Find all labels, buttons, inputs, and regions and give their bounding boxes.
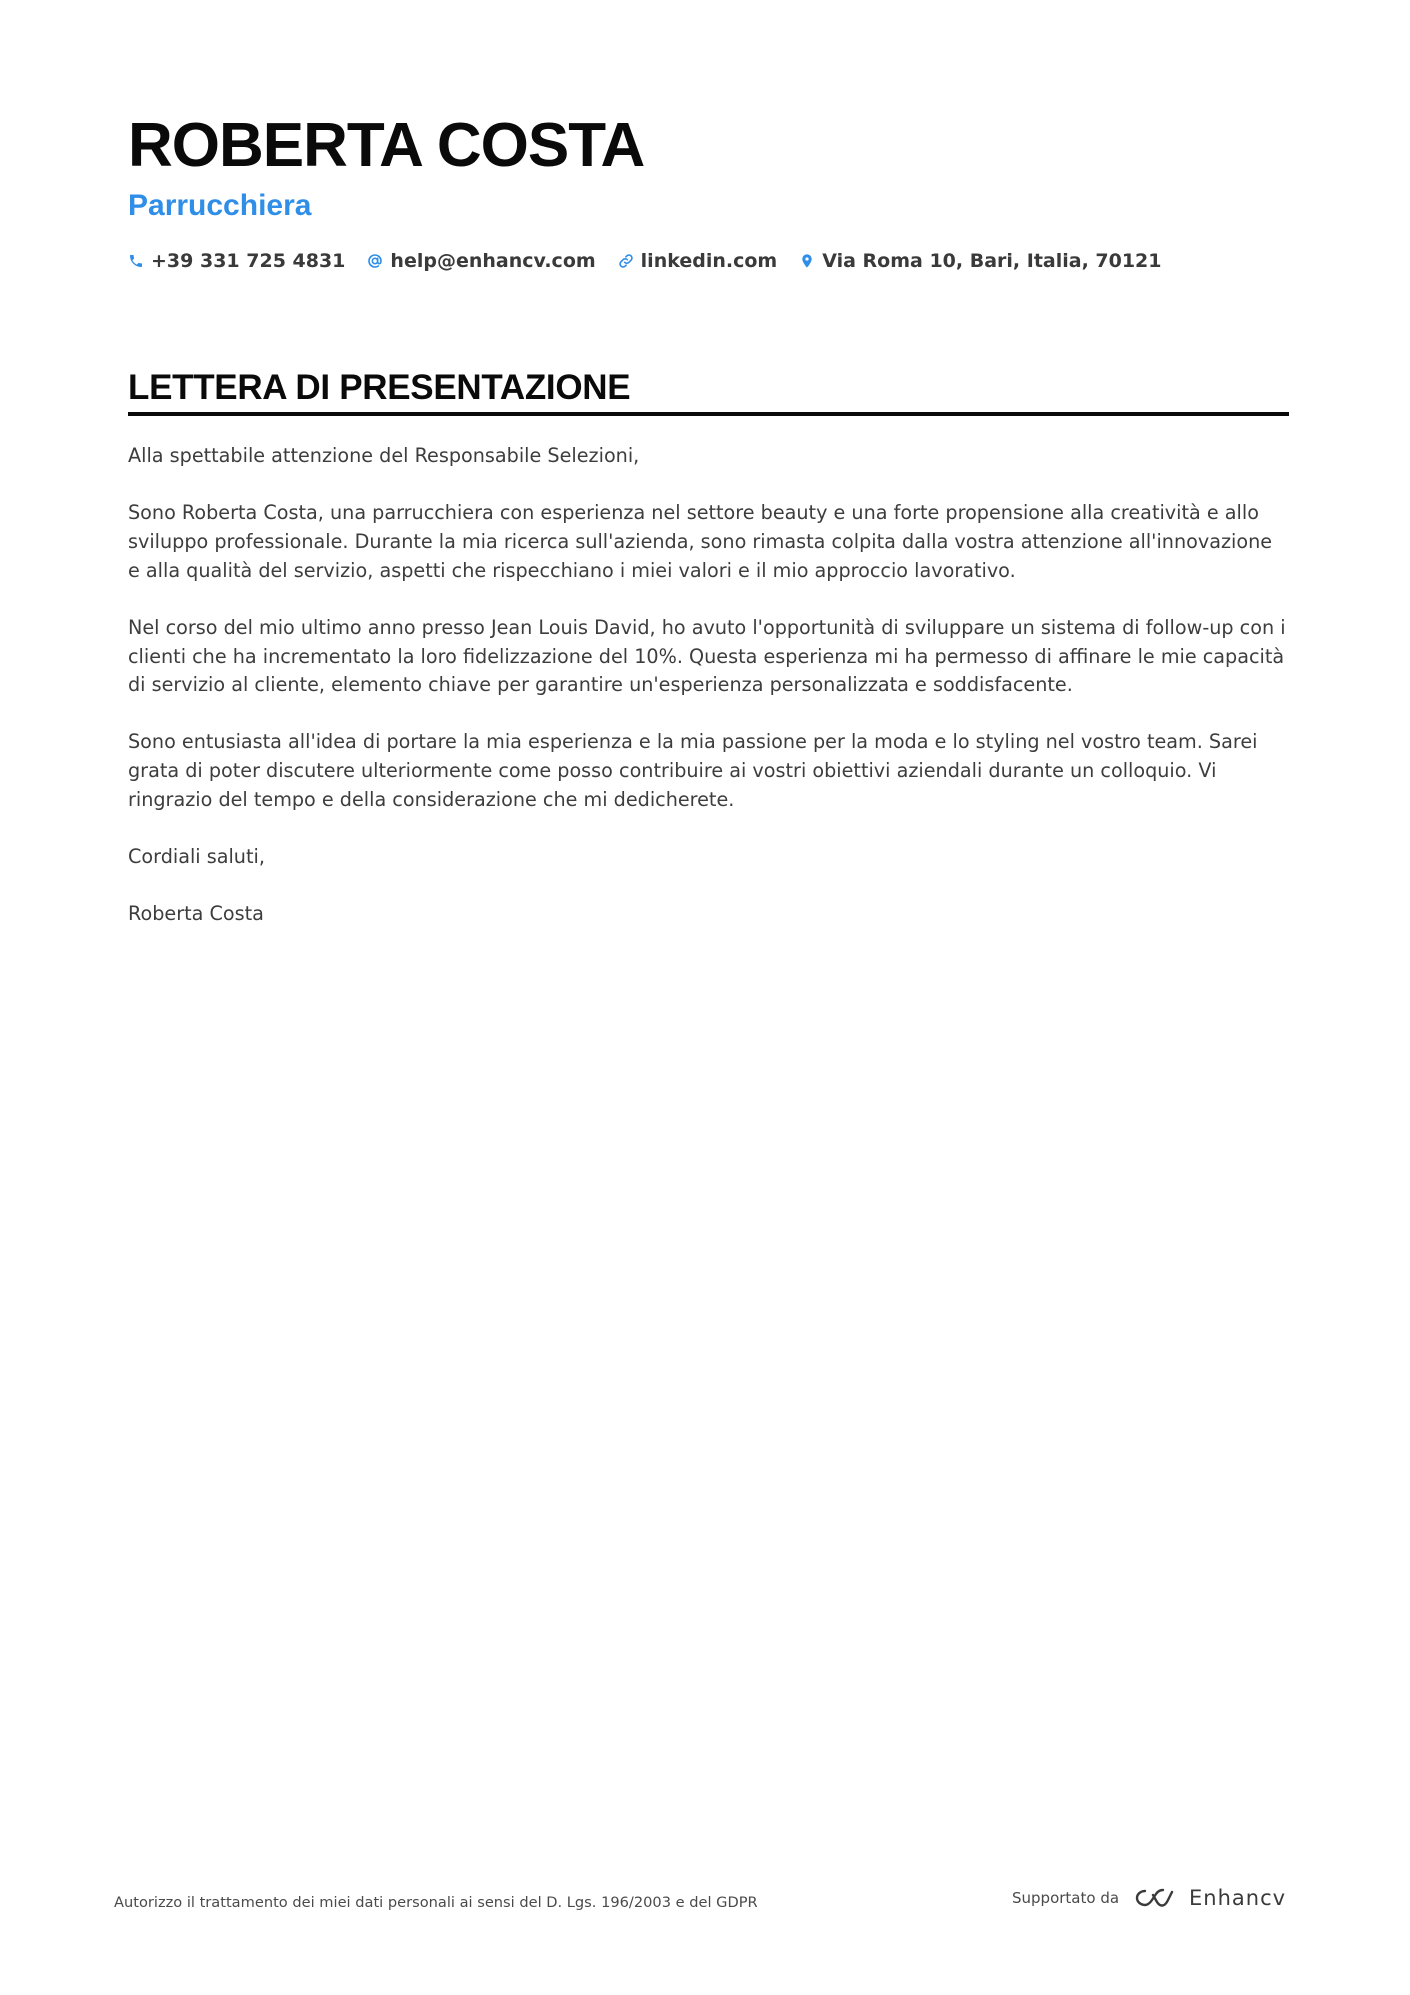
section-divider (128, 412, 1289, 416)
resume-header (128, 110, 1288, 272)
letter-body (128, 442, 1289, 929)
contact-bar (128, 250, 1288, 272)
contact-email (367, 250, 595, 272)
letter-paragraph-2: Nel corso del mio ultimo anno presso Jean Louis David, ho avuto l'opportunità di sviluppare un sistema di follow-up con i clienti che ha incrementato la loro fidelizzazione del 10%. Questa esperienza mi ha permesso di affinare le mie capacità di servizio al cliente, elemento chiave per garantire un'esperienza personalizzata e soddisfacente. (128, 615, 1286, 697)
contact-phone (128, 250, 345, 272)
link-icon (618, 253, 634, 269)
powered-by-label: Supportato da (1012, 1889, 1120, 1907)
letter-salutation: Alla spettabile attenzione del Responsabile Selezioni, (128, 444, 640, 467)
privacy-consent-note: Autorizzo il trattamento dei miei dati personali ai sensi del D. Lgs. 196/2003 e del GDPR (114, 1894, 758, 1911)
powered-by-badge[interactable] (1012, 1886, 1286, 1910)
linkedin-link[interactable]: linkedin.com (640, 250, 778, 272)
brand-name: Enhancv (1189, 1886, 1287, 1910)
candidate-name: ROBERTA COSTA (128, 111, 645, 180)
enhancv-logo (1131, 1886, 1286, 1910)
letter-paragraph-3: Sono entusiasta all'idea di portare la mia esperienza e la mia passione per la moda e lo styling nel vostro team. Sarei grata di poter discutere ulteriormente come posso contribuire ai vostri obiettivi aziendali durante un colloquio. Vi ringrazio del tempo e della considerazione che mi dedicherete. (128, 730, 1258, 811)
letter-paragraph-1: Sono Roberta Costa, una parrucchiera con esperienza nel settore beauty e una forte propensione alla creatività e allo sviluppo professionale. Durante la mia ricerca sull'azienda, sono rimasta colpita dalla vostra attenzione all'innovazione e alla qualità del servizio, aspetti che rispecchiano i miei valori e il mio approccio lavorativo. (128, 501, 1273, 582)
section-title: LETTERA DI PRESENTAZIONE (128, 368, 631, 407)
postal-address: Via Roma 10, Bari, Italia, 70121 (822, 250, 1162, 272)
job-title: Parrucchiera (128, 189, 312, 222)
phone-number[interactable]: +39 331 725 4831 (151, 250, 346, 272)
enhancv-logo-icon (1131, 1886, 1177, 1910)
cover-letter-section (128, 366, 1289, 957)
contact-address (799, 250, 1161, 272)
letter-closing: Cordiali saluti, (128, 845, 265, 869)
letter-signature: Roberta Costa (128, 902, 264, 926)
at-sign-icon (367, 253, 383, 269)
map-pin-icon (799, 253, 815, 269)
email-address[interactable]: help@enhancv.com (390, 250, 596, 272)
phone-icon (128, 253, 144, 269)
contact-linkedin (618, 250, 778, 272)
